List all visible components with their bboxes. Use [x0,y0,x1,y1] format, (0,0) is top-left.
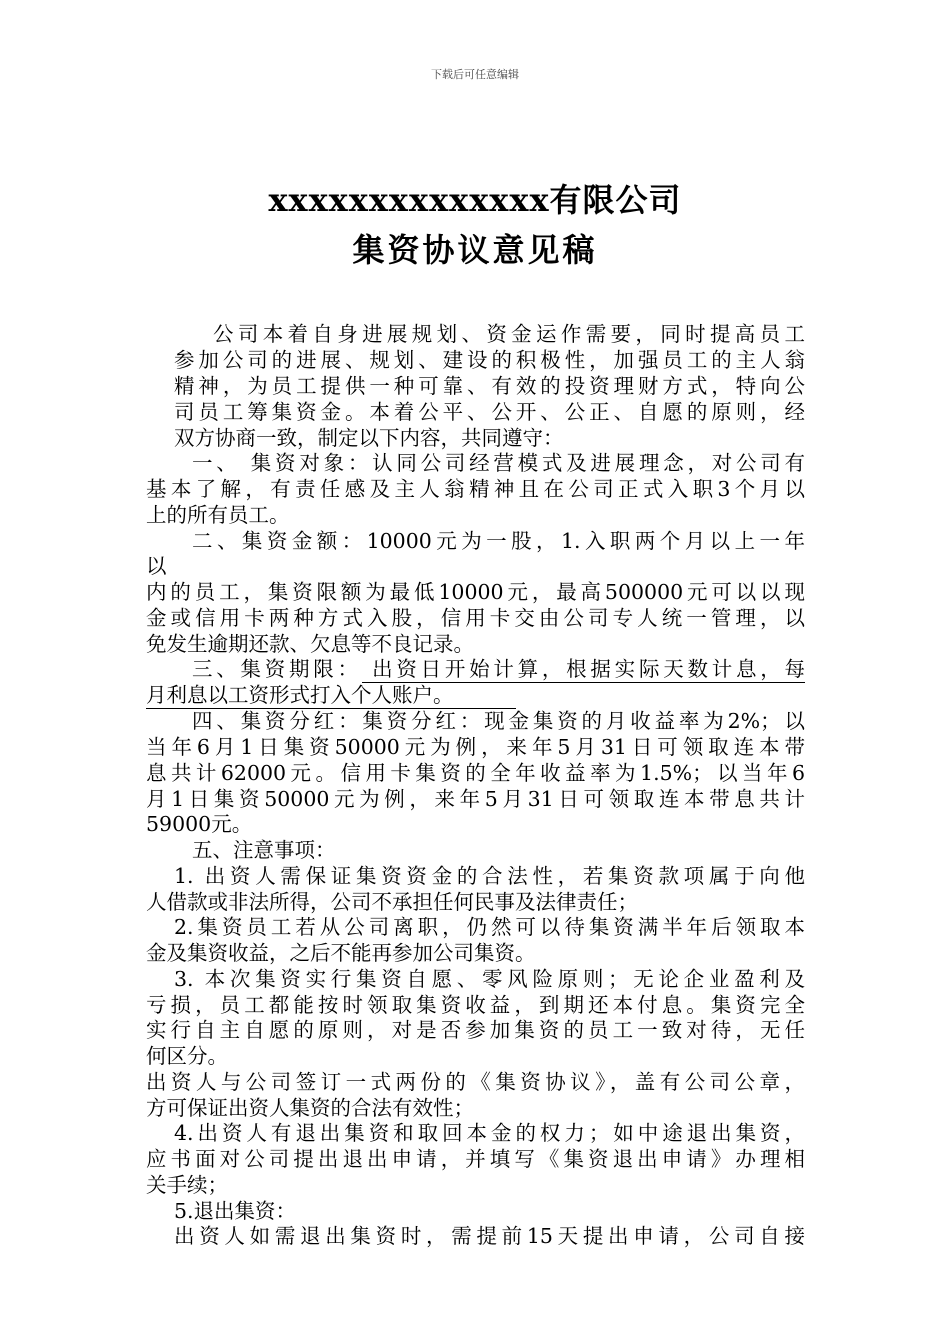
body-line: 关手续； [146,1173,228,1197]
body-line: 亏损，员工都能按时领取集资收益，到期还本付息。集资完全 [146,993,805,1017]
body-line: 上的所有员工。 [146,503,290,527]
body-line: 3. 本次集资实行集资自愿、零风险原则；无论企业盈利及 [174,967,805,991]
body-line: 方可保证出资人集资的合法有效性； [146,1096,474,1120]
body-line: 2.集资员工若从公司离职，仍然可以待集资满半年后领取本 [174,915,805,939]
document-title: 集资协议意见稿 [352,231,598,269]
body-line: 参加公司的进展、规划、建设的积极性，加强员工的主人翁 [174,348,805,372]
body-line: 精神，为员工提供一种可靠、有效的投资理财方式，特向公 [174,374,805,398]
body-line: 5.退出集资： [174,1199,297,1223]
body-line: 应书面对公司提出退出申请，并填写《集资退出申请》办理相 [146,1147,805,1171]
body-line: 金及集资收益，之后不能再参加公司集资。 [146,941,536,965]
section-five-heading: 五、注意事项： [192,838,336,862]
body-line: 出资人如需退出集资时，需提前15天提出申请，公司自接 [174,1224,805,1248]
body-line: 月利息以工资形式打入个人账户。 [146,683,454,707]
body-line: 双方协商一致，制定以下内容，共同遵守： [174,426,564,450]
underline-span [146,684,516,709]
body-line: 人借款或非法所得，公司不承担任何民事及法律责任； [146,890,638,914]
body-line: 4.出资人有退出集资和取回本金的权力；如中途退出集资， [174,1121,805,1145]
body-line: 基本了解，有责任感及主人翁精神且在公司正式入职3个月以 [146,477,805,501]
header-note: 下载后可任意编辑 [431,68,519,81]
section-two-heading: 二、集资金额：10000元为一股，1.入职两个月以上一年 [192,529,805,553]
body-line: 公司本着自身进展规划、资金运作需要，同时提高员工 [213,322,805,346]
body-line: 实行自主自愿的原则，对是否参加集资的员工一致对待，无任 [146,1018,805,1042]
body-line: 出资人与公司签订一式两份的《集资协议》，盖有公司公章， [146,1070,805,1094]
body-line: 息共计62000元。信用卡集资的全年收益率为1.5%；以当年6 [146,761,805,785]
body-line: 免发生逾期还款、欠息等不良记录。 [146,632,474,656]
company-title: xxxxxxxxxxxxxx有限公司 [268,181,682,219]
body-line: 金或信用卡两种方式入股，信用卡交由公司专人统一管理，以 [146,606,805,630]
body-line: 何区分。 [146,1044,228,1068]
body-line: 以 [146,554,167,578]
section-one-heading: 一、 集资对象：认同公司经营模式及进展理念，对公司有 [192,451,805,475]
section-four-heading: 四、集资分红：集资分红：现金集资的月收益率为2%；以 [192,709,805,733]
body-line: 月1日集资50000元为例，来年5月31日可领取连本带息共计 [146,787,805,811]
body-line: 内的员工，集资限额为最低10000元，最高500000元可以以现 [146,580,805,604]
body-line: 司员工筹集资金。本着公平、公开、公正、自愿的原则，经 [174,400,805,424]
body-line: 1. 出资人需保证集资资金的合法性，若集资款项属于向他 [174,864,805,888]
underline-span [362,658,805,683]
body-line: 当年6月1日集资50000元为例，来年5月31日可领取连本带 [146,735,805,759]
body-line: 59000元。 [146,812,253,836]
section-three-heading: 三、集资期限： 出资日开始计算，根据实际天数计息，每 [192,657,805,681]
